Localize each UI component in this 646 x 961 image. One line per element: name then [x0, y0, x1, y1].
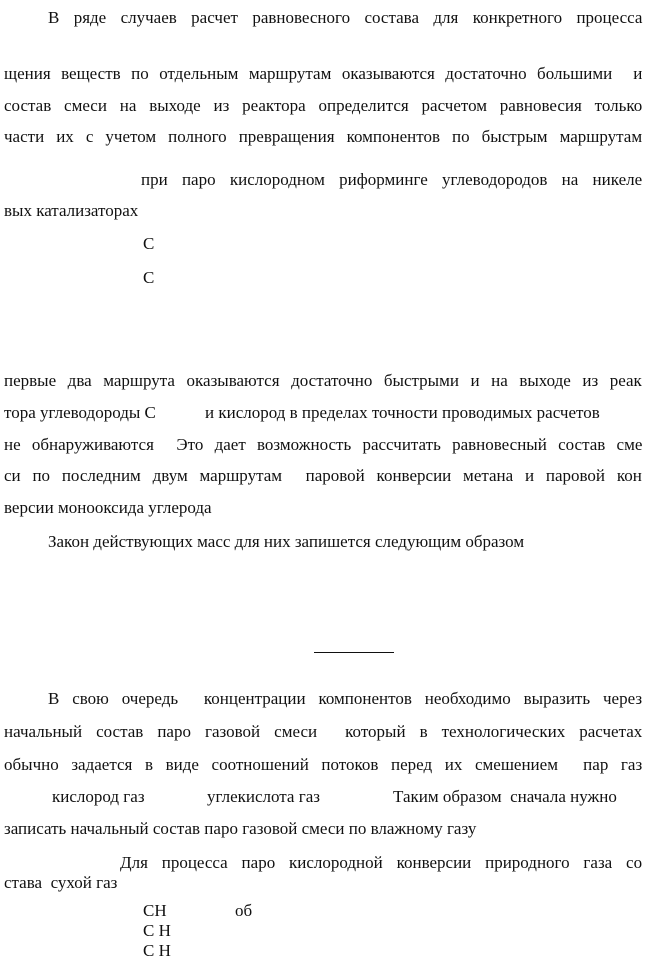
text-line: В свою очередь концентрации компонентов необходимо выразить через	[48, 689, 643, 708]
text-line: В ряде случаев расчет равновесного состава для конкретного процесса	[48, 8, 643, 27]
text-line: части их с учетом полного превращения компонентов по быстрым маршрутам	[4, 127, 643, 146]
text-line: си по последним двум маршрутам паровой конверсии метана и паровой кон	[4, 466, 642, 485]
text-line: Для процесса паро кислородной конверсии природного газа со	[120, 853, 643, 872]
text-line: С	[143, 234, 155, 253]
text-line: углекислота газ	[207, 787, 320, 806]
text-line: тора углеводороды С	[4, 403, 156, 422]
text-line: Таким образом сначала нужно	[393, 787, 617, 806]
text-line: С Н	[143, 921, 171, 940]
text-line: и кислород в пределах точности проводимых расчетов	[205, 403, 600, 422]
text-line: кислород газ	[52, 787, 145, 806]
text-line: не обнаруживаются Это дает возможность рассчитать равновесный состав сме	[4, 435, 643, 454]
text-line: версии монооксида углерода	[4, 498, 212, 517]
text-line: С	[143, 268, 155, 287]
text-line: записать начальный состав паро газовой смеси по влажному газу	[4, 819, 477, 838]
fraction-rule	[314, 652, 394, 653]
text-line: вых катализаторах	[4, 201, 139, 220]
text-line: при паро кислородном риформинге углеводородов на никеле	[141, 170, 643, 189]
text-line: обычно задается в виде соотношений потоков перед их смешением пар газ	[4, 755, 643, 774]
text-line: об	[235, 901, 253, 920]
text-line: Закон действующих масс для них запишется следующим образом	[48, 532, 525, 551]
text-line: щения веществ по отдельным маршрутам оказываются достаточно большими и	[4, 64, 643, 83]
text-line: первые два маршрута оказываются достаточно быстрыми и на выходе из реак	[4, 371, 642, 390]
text-line: става сухой газ	[4, 873, 118, 892]
text-line: начальный состав паро газовой смеси который в технологических расчетах	[4, 722, 643, 741]
text-line: С Н	[143, 941, 171, 960]
text-line: CH	[143, 901, 167, 920]
text-line: состав смеси на выходе из реактора определится расчетом равновесия только	[4, 96, 643, 115]
